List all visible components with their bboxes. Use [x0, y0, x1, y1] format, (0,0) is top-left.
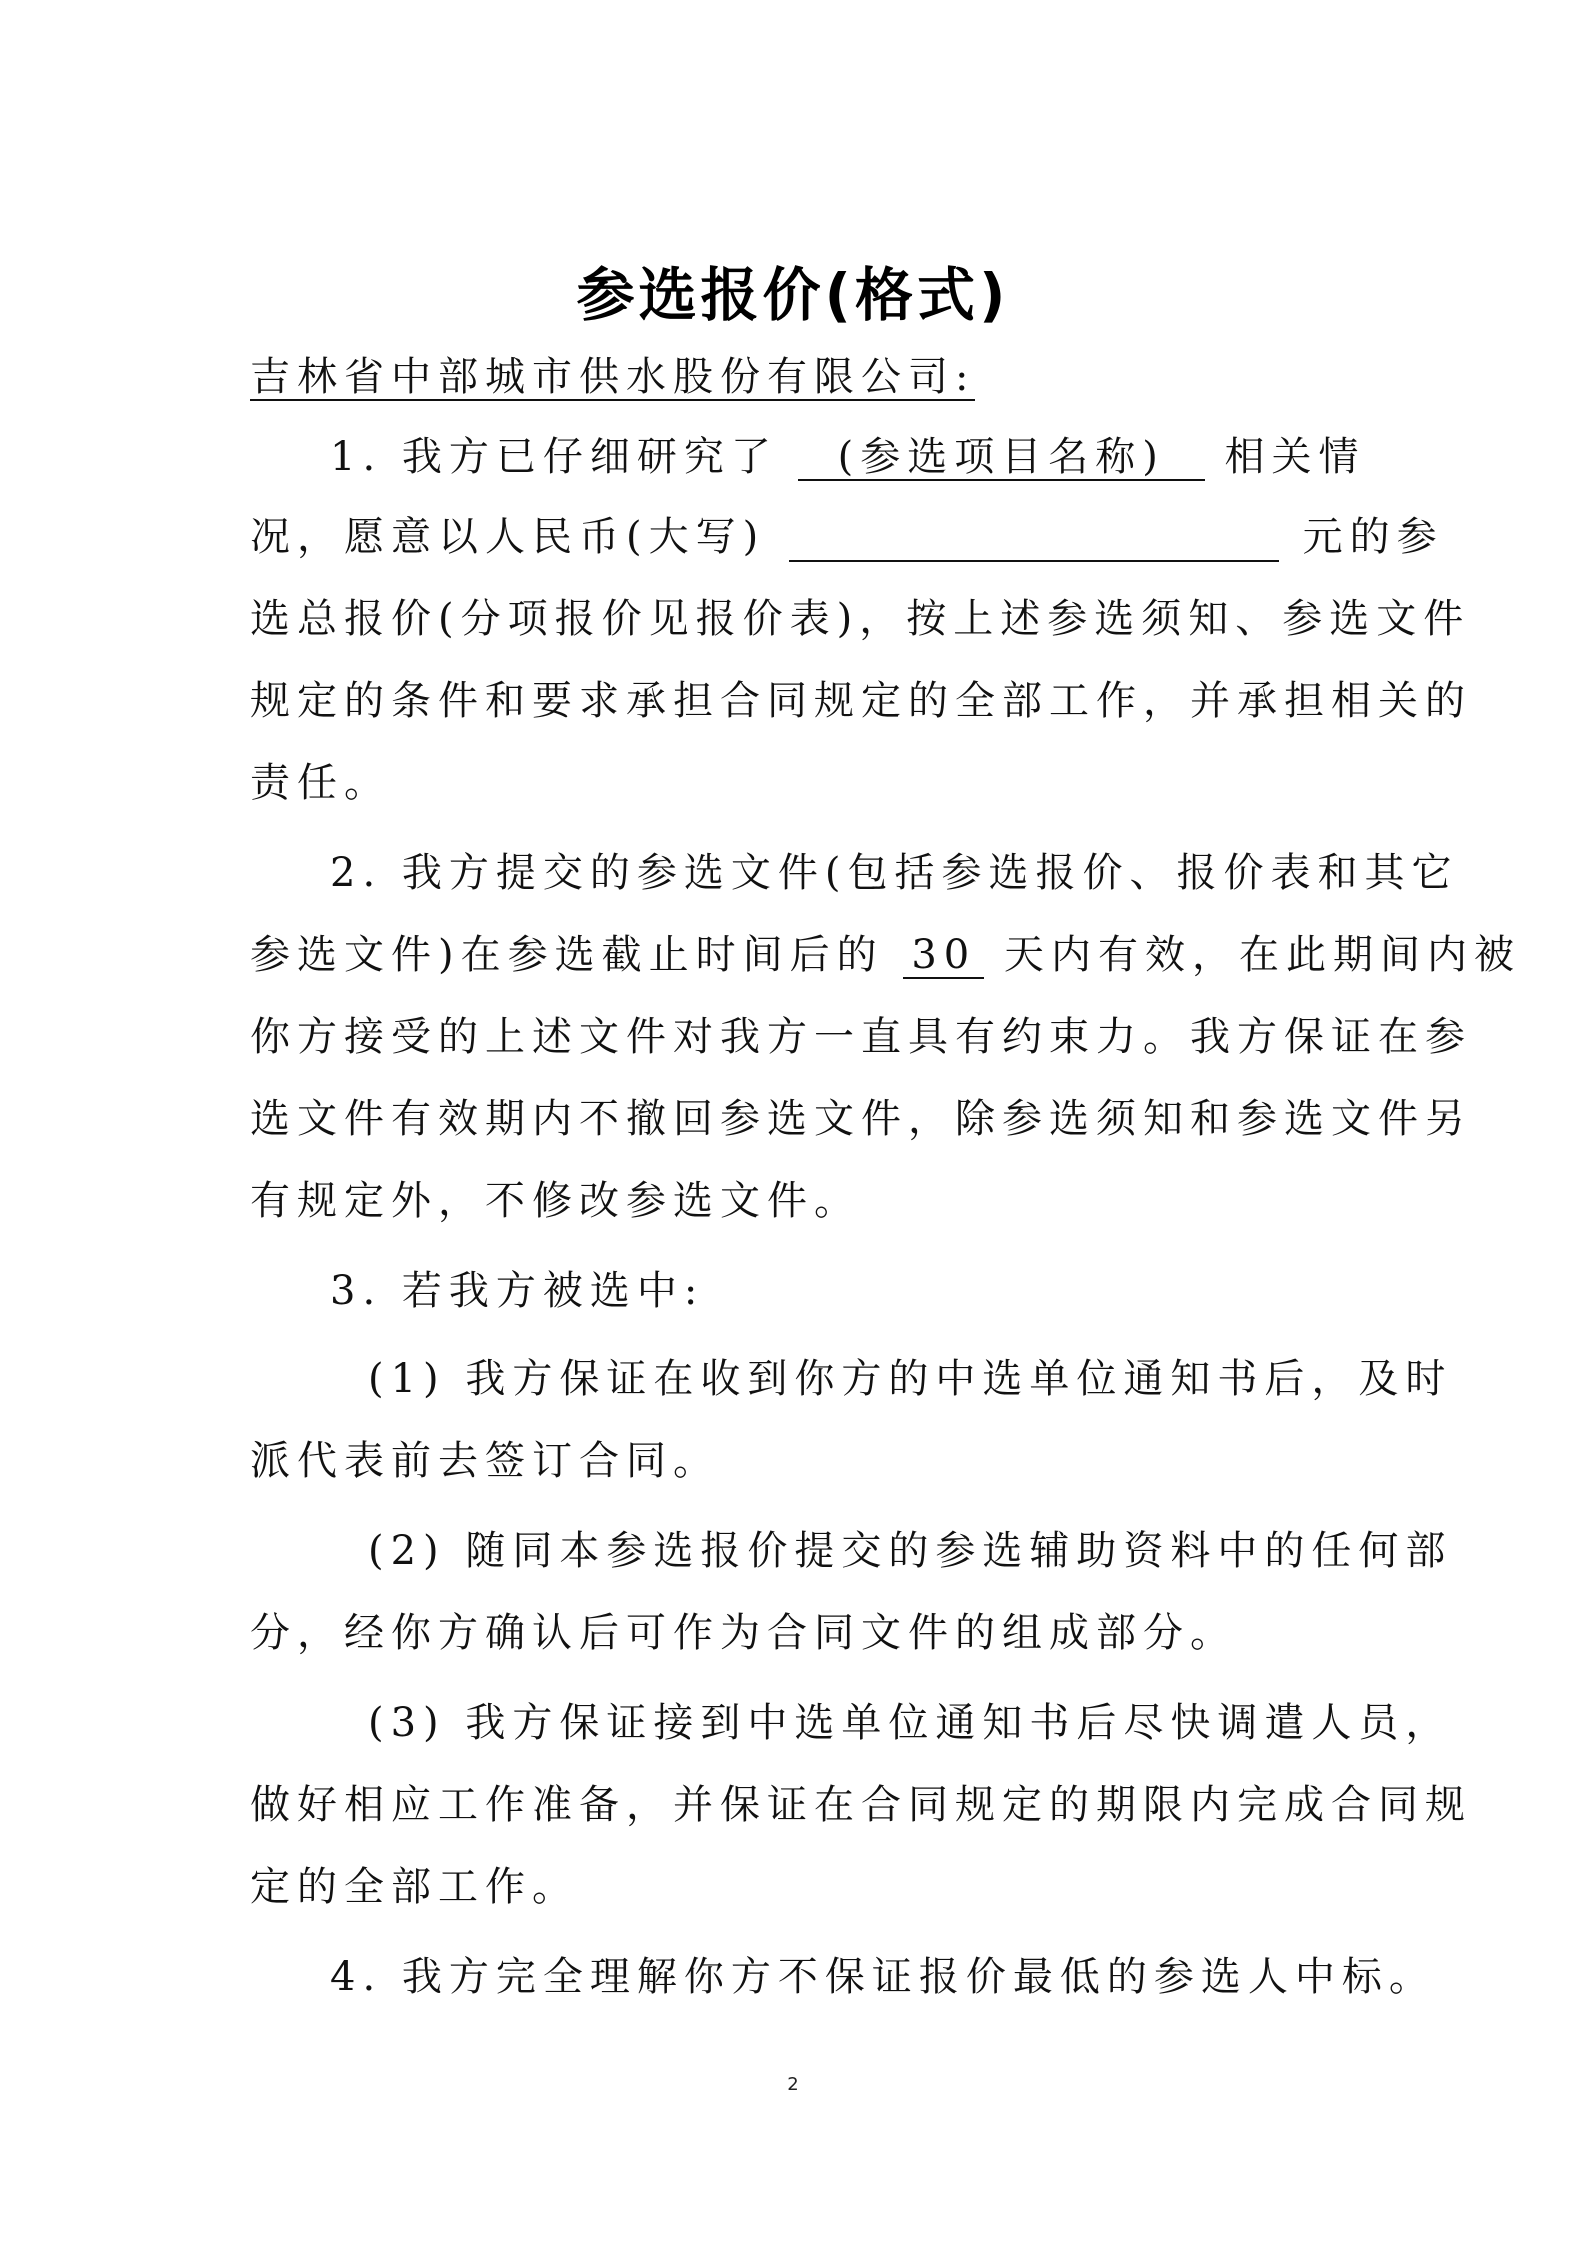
- p3-3-line-2: 做好相应工作准备，并保证在合同规定的期限内完成合同规: [250, 1782, 1472, 1828]
- p1-l1-post: 相关情: [1224, 434, 1366, 480]
- p4-line-1: 4. 我方完全理解你方不保证报价最低的参选人中标。: [330, 1954, 1436, 2000]
- p1-l2-pre: 况，愿意以人民币(大写): [250, 514, 766, 560]
- p1-l2-post: 元的参: [1302, 514, 1444, 560]
- p2-line-4: 选文件有效期内不撤回参选文件，除参选须知和参选文件另: [250, 1096, 1472, 1142]
- p3-1-line-1: (1) 我方保证在收到你方的中选单位通知书后，及时: [368, 1356, 1453, 1402]
- p1-line-2: [250, 512, 1444, 562]
- p2-line-1: 2. 我方提交的参选文件(包括参选报价、报价表和其它: [330, 850, 1459, 896]
- p1-line-3: 选总报价(分项报价见报价表)，按上述参选须知、参选文件: [250, 596, 1471, 642]
- project-name-field: (参选项目名称): [798, 435, 1205, 481]
- addressee-text: 吉林省中部城市供水股份有限公司:: [250, 354, 976, 400]
- p1-line-1: [330, 432, 1366, 482]
- p3-2-line-2: 分，经你方确认后可作为合同文件的组成部分。: [250, 1610, 1237, 1656]
- p3-1-line-2: 派代表前去签订合同。: [250, 1438, 720, 1484]
- validity-days: 30: [903, 933, 984, 979]
- page-title: 参选报价(格式): [576, 261, 1010, 329]
- p3-3-line-3: 定的全部工作。: [250, 1864, 579, 1910]
- page-number: 2: [787, 2074, 799, 2095]
- p2-l2-pre: 参选文件)在参选截止时间后的: [250, 932, 884, 978]
- p3-2-line-1: (2) 随同本参选报价提交的参选辅助资料中的任何部: [368, 1528, 1453, 1574]
- p1-line-4: 规定的条件和要求承担合同规定的全部工作，并承担相关的: [250, 678, 1472, 724]
- p2-line-5: 有规定外，不修改参选文件。: [250, 1178, 861, 1224]
- p2-l2-post: 天内有效，在此期间内被: [1003, 932, 1521, 978]
- p1-line-5: 责任。: [250, 760, 391, 806]
- p3-3-line-1: (3) 我方保证接到中选单位通知书后尽快调遣人员，: [368, 1700, 1453, 1746]
- amount-blank: [789, 520, 1279, 562]
- p2-line-3: 你方接受的上述文件对我方一直具有约束力。我方保证在参: [250, 1014, 1472, 1060]
- p2-line-2: [250, 930, 1521, 980]
- addressee: [250, 352, 975, 402]
- p3-line-1: 3. 若我方被选中:: [330, 1268, 705, 1314]
- p1-l1-pre: 1. 我方已仔细研究了: [330, 434, 778, 480]
